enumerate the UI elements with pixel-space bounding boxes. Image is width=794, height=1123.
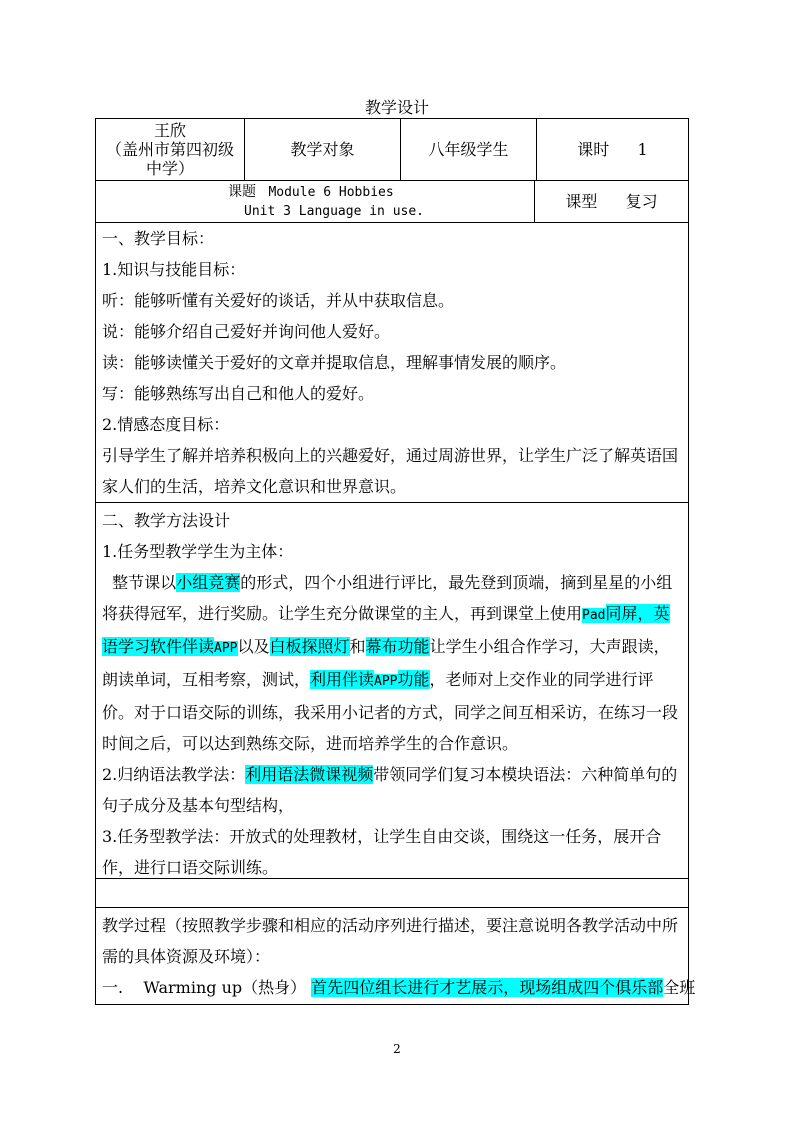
highlight-screen-share: 同屏，英 <box>605 604 670 623</box>
topic-unit: Unit 3 Language in use. <box>244 203 425 219</box>
highlight-spotlight: 白板探照灯 <box>269 637 350 656</box>
objective-attitude-title: 2.情感态度目标： <box>102 415 230 434</box>
page-number: 2 <box>393 1042 401 1056</box>
period-label: 课时 <box>577 140 610 159</box>
highlight-app: APP <box>214 641 238 656</box>
highlight-grammar-video: 利用语法微课视频 <box>245 765 374 784</box>
method-task-line2: 将获得冠军，进行奖励。让学生充分做课堂的主人，再到课堂上使用Pad同屏，英 <box>102 604 670 623</box>
target-label: 教学对象 <box>245 119 401 181</box>
objective-reading: 读：能够读懂关于爱好的文章并提取信息，理解事情发展的顺序。 <box>102 353 567 372</box>
objective-writing: 写：能够熟练写出自己和他人的爱好。 <box>102 384 375 403</box>
info-table <box>95 118 689 181</box>
teacher-name: 王欣 <box>153 121 186 140</box>
method-grammar-line1: 2.归纳语法教学法：利用语法微课视频带领同学们复习本模块语法：六种简单句的 <box>102 765 678 784</box>
method-task-line4: 朗读单词，互相考察，测试，利用伴读APP功能，老师对上交作业的同学进行评 <box>102 670 654 689</box>
objectives-heading: 一、教学目标： <box>102 229 215 248</box>
method-task-line3: 语学习软件伴读APP以及白板探照灯和幕布功能让学生小组合作学习，大声跟读， <box>102 637 670 656</box>
method-task-line1: 整节课以小组竞赛的形式，四个小组进行评比，最先登到顶端，摘到星星的小组 <box>102 573 673 592</box>
period-value: 1 <box>637 140 648 159</box>
type-value: 复习 <box>625 192 658 211</box>
method-open-line1: 3.任务型教学法：开放式的处理教材，让学生自由交谈，围绕这一任务，展开合 <box>102 827 662 846</box>
period-cell <box>537 119 689 181</box>
method-task-line6: 时间之后，可以达到熟练交际，进而培养学生的合作意识。 <box>102 734 519 753</box>
highlight-pad: Pad <box>582 608 606 623</box>
highlight-group-contest: 小组竞赛 <box>176 573 241 592</box>
type-cell <box>535 181 689 223</box>
process-line1: 教学过程（按照教学步骤和相应的活动序列进行描述，要注意说明各教学活动中所 <box>102 916 679 935</box>
teacher-cell <box>96 119 245 181</box>
teacher-school-line1: （盖州市第四初级 <box>105 140 234 159</box>
objective-speaking: 说：能够介绍自己爱好并询问他人爱好。 <box>102 322 391 341</box>
method-task-title: 1.任务型教学学生为主体： <box>102 542 294 561</box>
method-task-line5: 价。对于口语交际的训练，我采用小记者的方式，同学之间互相采访，在练习一段 <box>102 703 679 722</box>
objective-listening: 听：能够听懂有关爱好的谈话，并从中获取信息。 <box>102 291 455 310</box>
document-title: 教学设计 <box>364 98 429 117</box>
target-value: 八年级学生 <box>401 119 537 181</box>
process-line2: 需的具体资源及环境）： <box>102 947 271 966</box>
type-label: 课型 <box>565 192 598 211</box>
topic-module: Module 6 Hobbies <box>268 184 394 200</box>
teacher-school-line2: 中学） <box>145 159 194 178</box>
highlight-use-reading: 利用伴读 <box>310 670 375 689</box>
method-open-line2: 作，进行口语交际训练。 <box>102 858 279 877</box>
objective-knowledge: 1.知识与技能目标： <box>102 260 246 279</box>
topic-table <box>95 180 689 223</box>
methods-section <box>95 503 689 879</box>
objective-attitude-line1: 引导学生了解并培养积极向上的兴趣爱好，通过周游世界，让学生广泛了解英语国 <box>102 446 679 465</box>
process-step-warmup: 一. Warming up（热身） 首先四位组长进行才艺展示，现场组成四个俱乐部全班 <box>102 978 696 997</box>
empty-row <box>95 879 689 908</box>
topic-cell <box>96 181 535 223</box>
process-section <box>95 908 696 1005</box>
highlight-function: 功能 <box>397 670 430 689</box>
methods-heading: 二、教学方法设计 <box>102 511 231 530</box>
method-grammar-line2: 句子成分及基本句型结构， <box>102 796 295 815</box>
topic-label: 课题 <box>228 183 256 200</box>
highlight-curtain: 幕布功能 <box>365 637 430 656</box>
objective-attitude-line2: 家人们的生活，培养文化意识和世界意识。 <box>102 477 407 496</box>
highlight-warmup: 首先四位组长进行才艺展示，现场组成四个俱乐部 <box>311 978 664 997</box>
highlight-app-2: APP <box>374 674 398 689</box>
objectives-section <box>95 223 689 503</box>
highlight-reading-software: 语学习软件伴读 <box>102 637 215 656</box>
